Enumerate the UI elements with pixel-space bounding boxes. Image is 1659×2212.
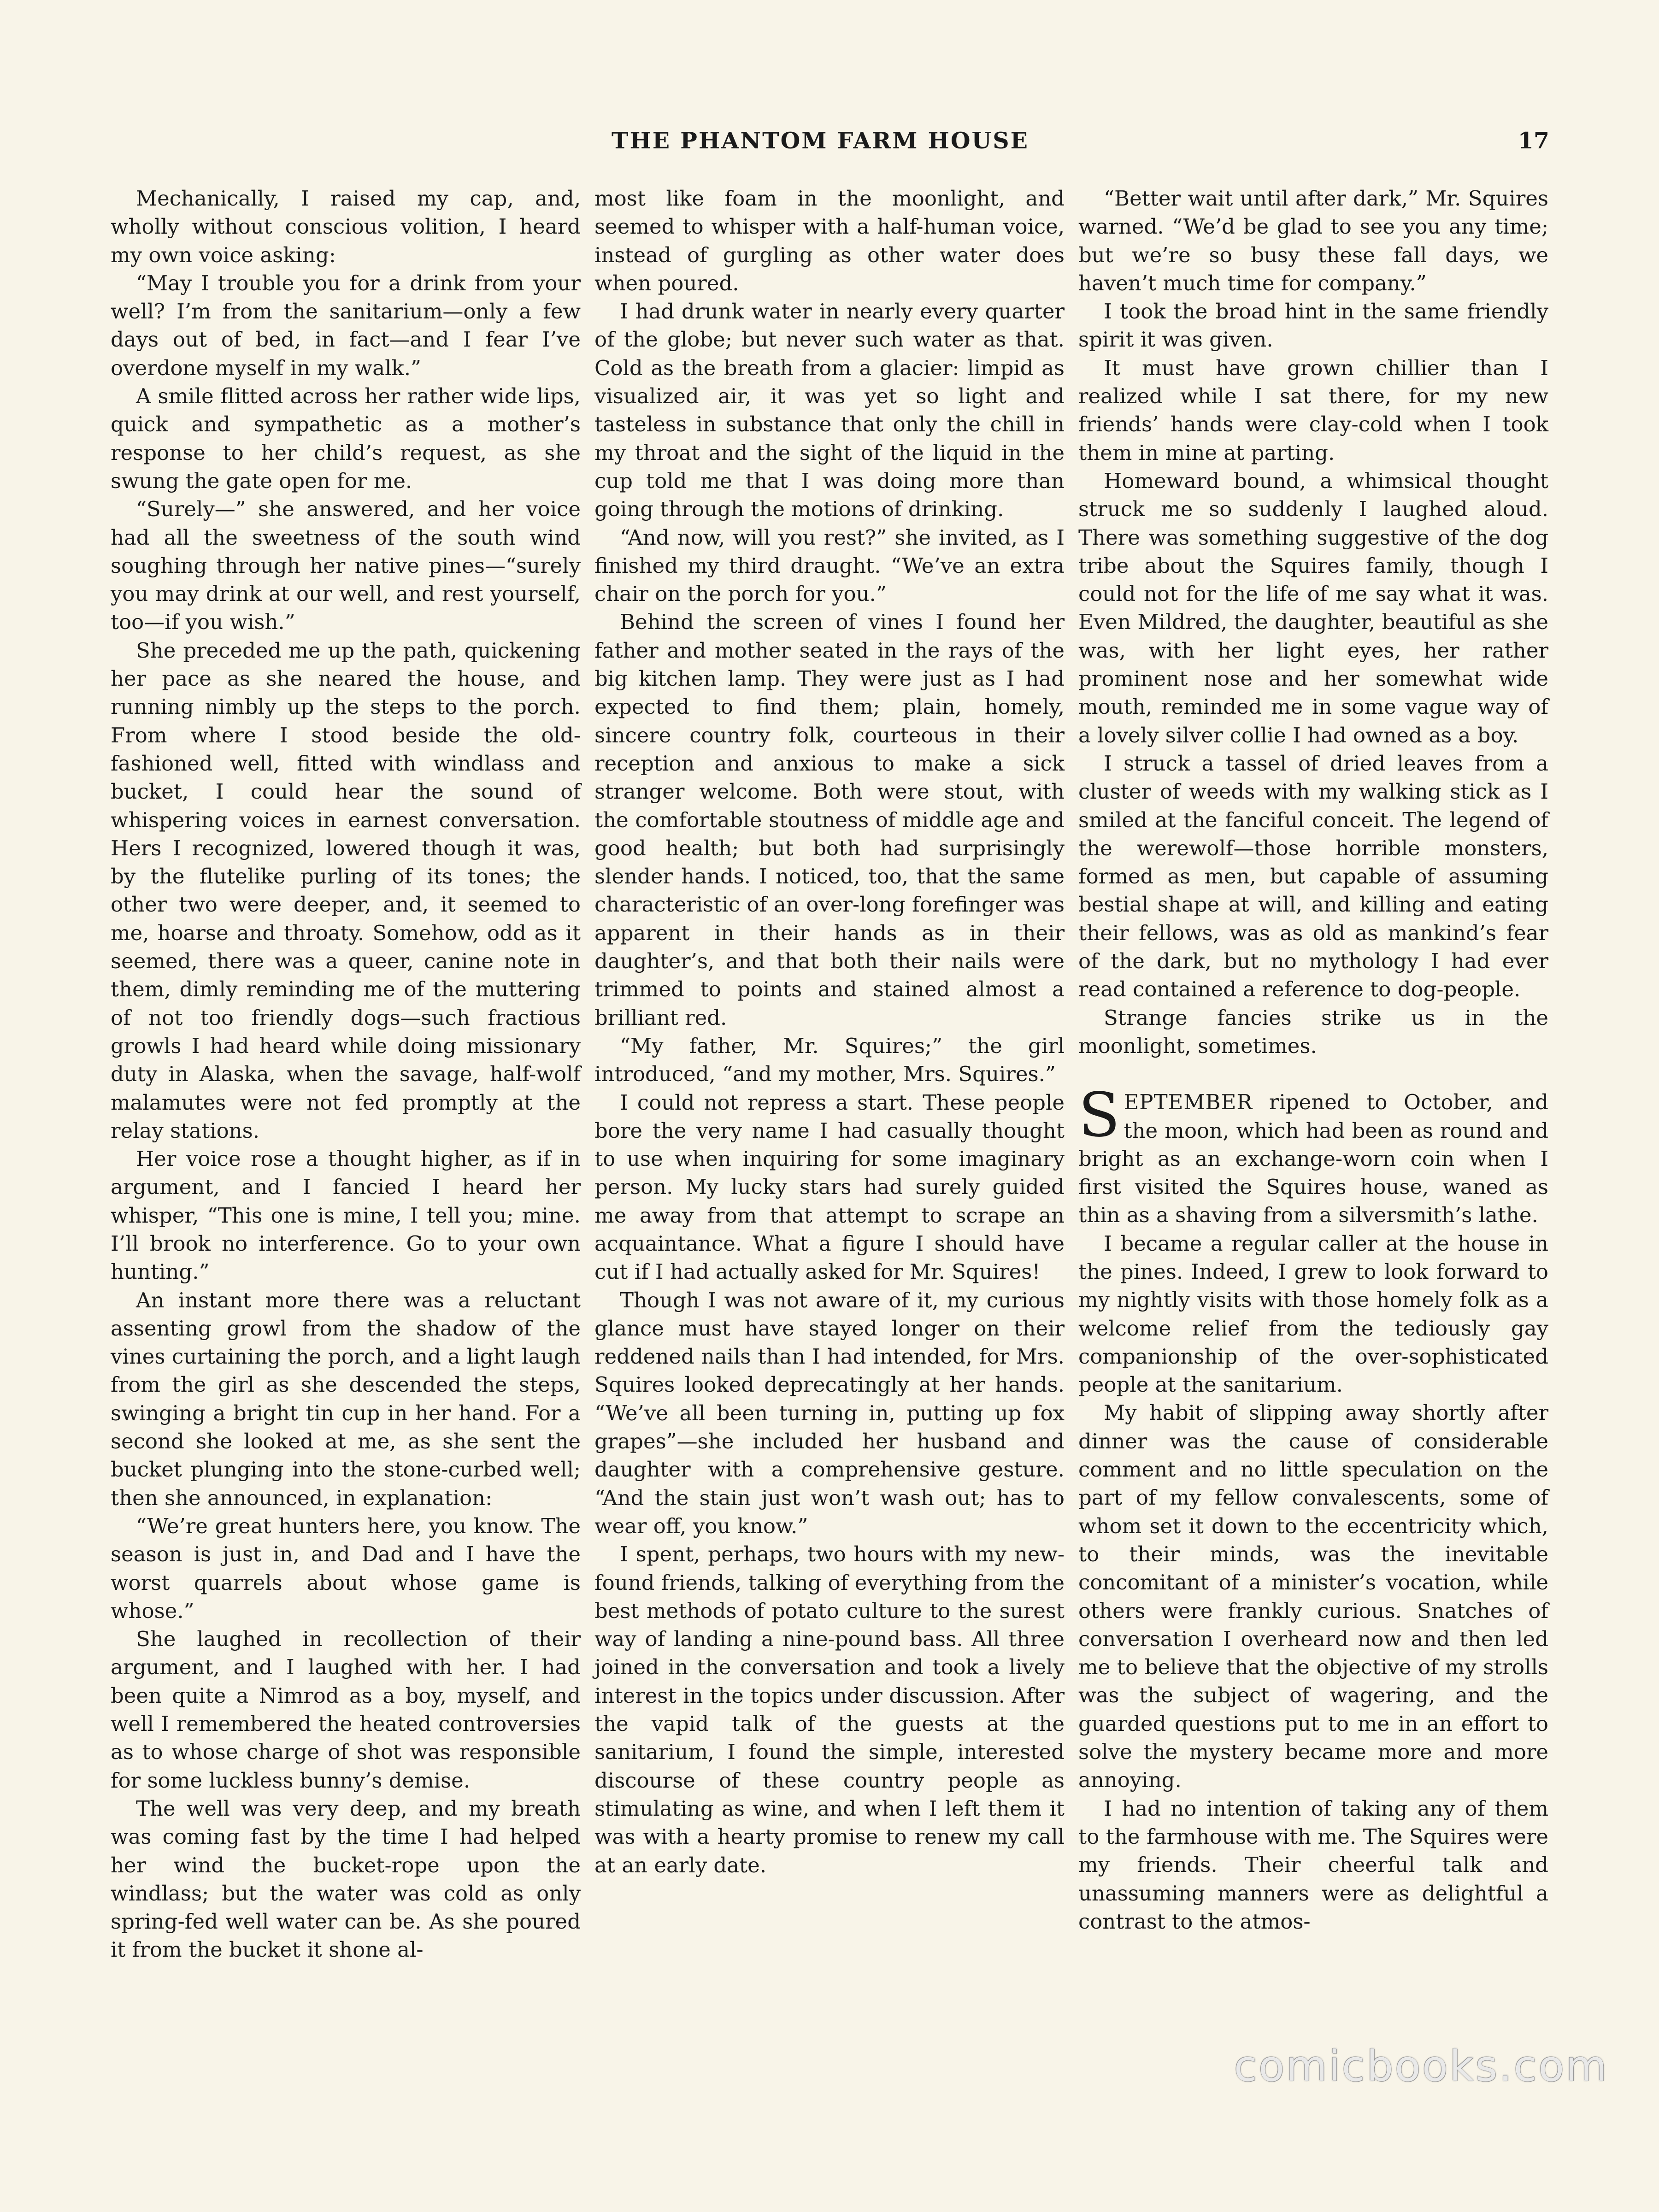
- paragraph: Homeward bound, a whimsical thought struck me so suddenly I laughed aloud. There was something suggestive of the dog tribe about the Squires family, though I could not for the life of me say what it was. Even Mildred, the daughter, beautiful as she was, with her light eyes, her rather prominent nose and her somewhat wide mouth, reminded me in some vague way of a lovely silver collie I had owned as a boy.: [1078, 468, 1548, 747]
- paragraph: Behind the screen of vines I found her father and mother seated in the rays of the big kitchen lamp. They were just as I had expected to find them; plain, homely, sincere country folk, courteous in their reception and anxious to make a sick stranger welcome. Both were stout, with the comfortable stoutness of middle age and good health; but both had surprisingly slender hands. I noticed, too, that the same characteristic of an over-long forefinger was apparent in their hands as in their daughter’s, and that both their nails were trimmed to points and stained almost a brilliant red.: [594, 610, 1065, 1030]
- paragraph: Strange fancies strike us in the moonlight, sometimes.: [1078, 1005, 1548, 1058]
- paragraph: I could not repress a start. These people bore the very name I had casually thought to use when inquiring for some imaginary person. My lucky stars had surely guided me away from that attempt to scrape an acquaintance. What a figure I should have cut if I had actually asked for Mr. Squires!: [594, 1090, 1065, 1284]
- paragraph: Mechanically, I raised my cap, and, wholly without conscious volition, I heard my own voice asking:: [111, 186, 581, 267]
- paragraph: Her voice rose a thought higher, as if in argument, and I fancied I heard her whisper, “This one is mine, I tell you; mine. I’ll brook no interference. Go to your own hunting.”: [111, 1147, 581, 1284]
- paragraph: I struck a tassel of dried leaves from a cluster of weeds with my walking stick as I smiled at the fanciful conceit. The legend of the werewolf—those horrible monsters, formed as men, but capable of assuming bestial shape at will, and killing and eating their fellows, was as old as mankind’s fear of the dark, but no mythology I had ever read contained a reference to dog-people.: [1078, 751, 1548, 1002]
- paragraph: The well was very deep, and my breath was coming fast by the time I had helped her wind the bucket-rope upon the windlass; but the water was cold as only spring-fed well water can be. As she poured it from the bucket it shone al-: [111, 1796, 581, 1962]
- paragraph: “May I trouble you for a drink from your well? I’m from the sanitarium—only a few days out of bed, in fact—and I fear I’ve overdone myself in my walk.”: [111, 271, 581, 380]
- section-lead-text: ripened to October, and the moon, which had been as round and bright as an exchange-worn coin when I first visited the Squires house, waned as thin as a shaving from a silversmith’s lathe.: [1078, 1090, 1548, 1228]
- text-column-2: [594, 184, 1065, 1879]
- paragraph: “Better wait until after dark,” Mr. Squires warned. “We’d be glad to see you any time; but we’re so busy these fall days, we haven’t much time for company.”: [1078, 186, 1548, 295]
- section-lead-caps: EPTEMBER: [1124, 1090, 1253, 1115]
- paragraph: She laughed in recollection of their argument, and I laughed with her. I had been quite a Nimrod as a boy, myself, and well I remembered the heated controversies as to whose charge of shot was responsible for some luckless bunny’s demise.: [111, 1627, 581, 1793]
- paragraph: “We’re great hunters here, you know. The season is just in, and Dad and I have the worst quarrels about whose game is whose.”: [111, 1513, 581, 1623]
- paragraph: It must have grown chillier than I realized while I sat there, for my new friends’ hands were clay-cold when I took them in mine at parting.: [1078, 355, 1548, 465]
- paragraph-continued: most like foam in the moonlight, and seemed to whisper with a half-human voice, instead of gurgling as other water does when poured.: [594, 186, 1065, 295]
- paragraph: I took the broad hint in the same friendly spirit it was given.: [1078, 299, 1548, 352]
- running-title: THE PHANTOM FARM HOUSE: [612, 127, 1029, 154]
- paragraph: “Surely—” she answered, and her voice had all the sweetness of the south wind soughing through her native pines—“surely you may drink at our well, and rest yourself, too—if you wish.”: [111, 497, 581, 635]
- paragraph: A smile flitted across her rather wide lips, quick and sympathetic as a mother’s response to her child’s request, as she swung the gate open for me.: [111, 384, 581, 493]
- paragraph: Though I was not aware of it, my curious glance must have stayed longer on their reddened nails than I had intended, for Mrs. Squires looked deprecatingly at her hands. “We’ve all been turning in, putting up fox grapes”—she included her husband and daughter with a comprehensive gesture. “And the stain just won’t wash out; has to wear off, you know.”: [594, 1288, 1065, 1538]
- site-watermark: comicbooks.com: [1234, 2041, 1608, 2091]
- paragraph: I had no intention of taking any of them to the farmhouse with me. The Squires were my friends. Their cheerful talk and unassuming manners were as delightful a contrast to the atmos-: [1078, 1796, 1548, 1934]
- text-column-3: [1078, 184, 1548, 1936]
- paragraph: “My father, Mr. Squires;” the girl introduced, “and my mother, Mrs. Squires.”: [594, 1033, 1065, 1087]
- paragraph: “And now, will you rest?” she invited, as I finished my third draught. “We’ve an extra chair on the porch for you.”: [594, 525, 1065, 606]
- section-opening-paragraph: [1078, 1080, 1548, 1229]
- paragraph: My habit of slipping away shortly after dinner was the cause of considerable comment and no little speculation on the part of my fellow convalescents, some of whom set it down to the eccentricity which, to their minds, was the inevitable concomitant of a minister’s vocation, while others were frankly curious. Snatches of conversation I overheard now and then led me to believe that the objective of my strolls was the subject of wagering, and the guarded questions put to me in an effort to solve the mystery became more and more annoying.: [1078, 1400, 1548, 1793]
- paragraph: I became a regular caller at the house in the pines. Indeed, I grew to look forward to my nightly visits with those homely folk as a welcome relief from the tediously gay companionship of the over-sophisticated people at the sanitarium.: [1078, 1231, 1548, 1397]
- paragraph: She preceded me up the path, quickening her pace as she neared the house, and running nimbly up the steps to the porch. From where I stood beside the old-fashioned well, fitted with windlass and bucket, I could hear the sound of whispering voices in earnest conversation. Hers I recognized, lowered though it was, by the flutelike purling of its tones; the other two were deeper, and, it seemed to me, hoarse and throaty. Somehow, odd as it seemed, there was a queer, canine note in them, dimly reminding me of the muttering of not too friendly dogs—such fractious growls I had heard while doing missionary duty in Alaska, when the savage, half-wolf malamutes were not fed promptly at the relay stations.: [111, 638, 581, 1143]
- paragraph: An instant more there was a reluctant assenting growl from the shadow of the vines curtaining the porch, and a light laugh from the girl as she descended the steps, swinging a bright tin cup in her hand. For a second she looked at me, as she sent the bucket plunging into the stone-curbed well; then she announced, in explanation:: [111, 1288, 581, 1510]
- paragraph: I had drunk water in nearly every quarter of the globe; but never such water as that. Cold as the breath from a glacier: limpid as visualized air, it was yet so light and tasteless in substance that only the chill in my throat and the sight of the liquid in the cup told me that I was doing more than going through the motions of drinking.: [594, 299, 1065, 522]
- text-column-1: [111, 184, 581, 1964]
- paragraph: I spent, perhaps, two hours with my new-found friends, talking of everything from the best methods of potato culture to the surest way of landing a nine-pound bass. All three joined in the conversation and took a lively interest in the topics under discussion. After the vapid talk of the guests at the sanitarium, I found the simple, interested discourse of these country people as stimulating as wine, and when I left them it was with a hearty promise to renew my call at an early date.: [594, 1542, 1065, 1877]
- page-number: 17: [1518, 127, 1549, 154]
- drop-cap: S: [1078, 1080, 1120, 1151]
